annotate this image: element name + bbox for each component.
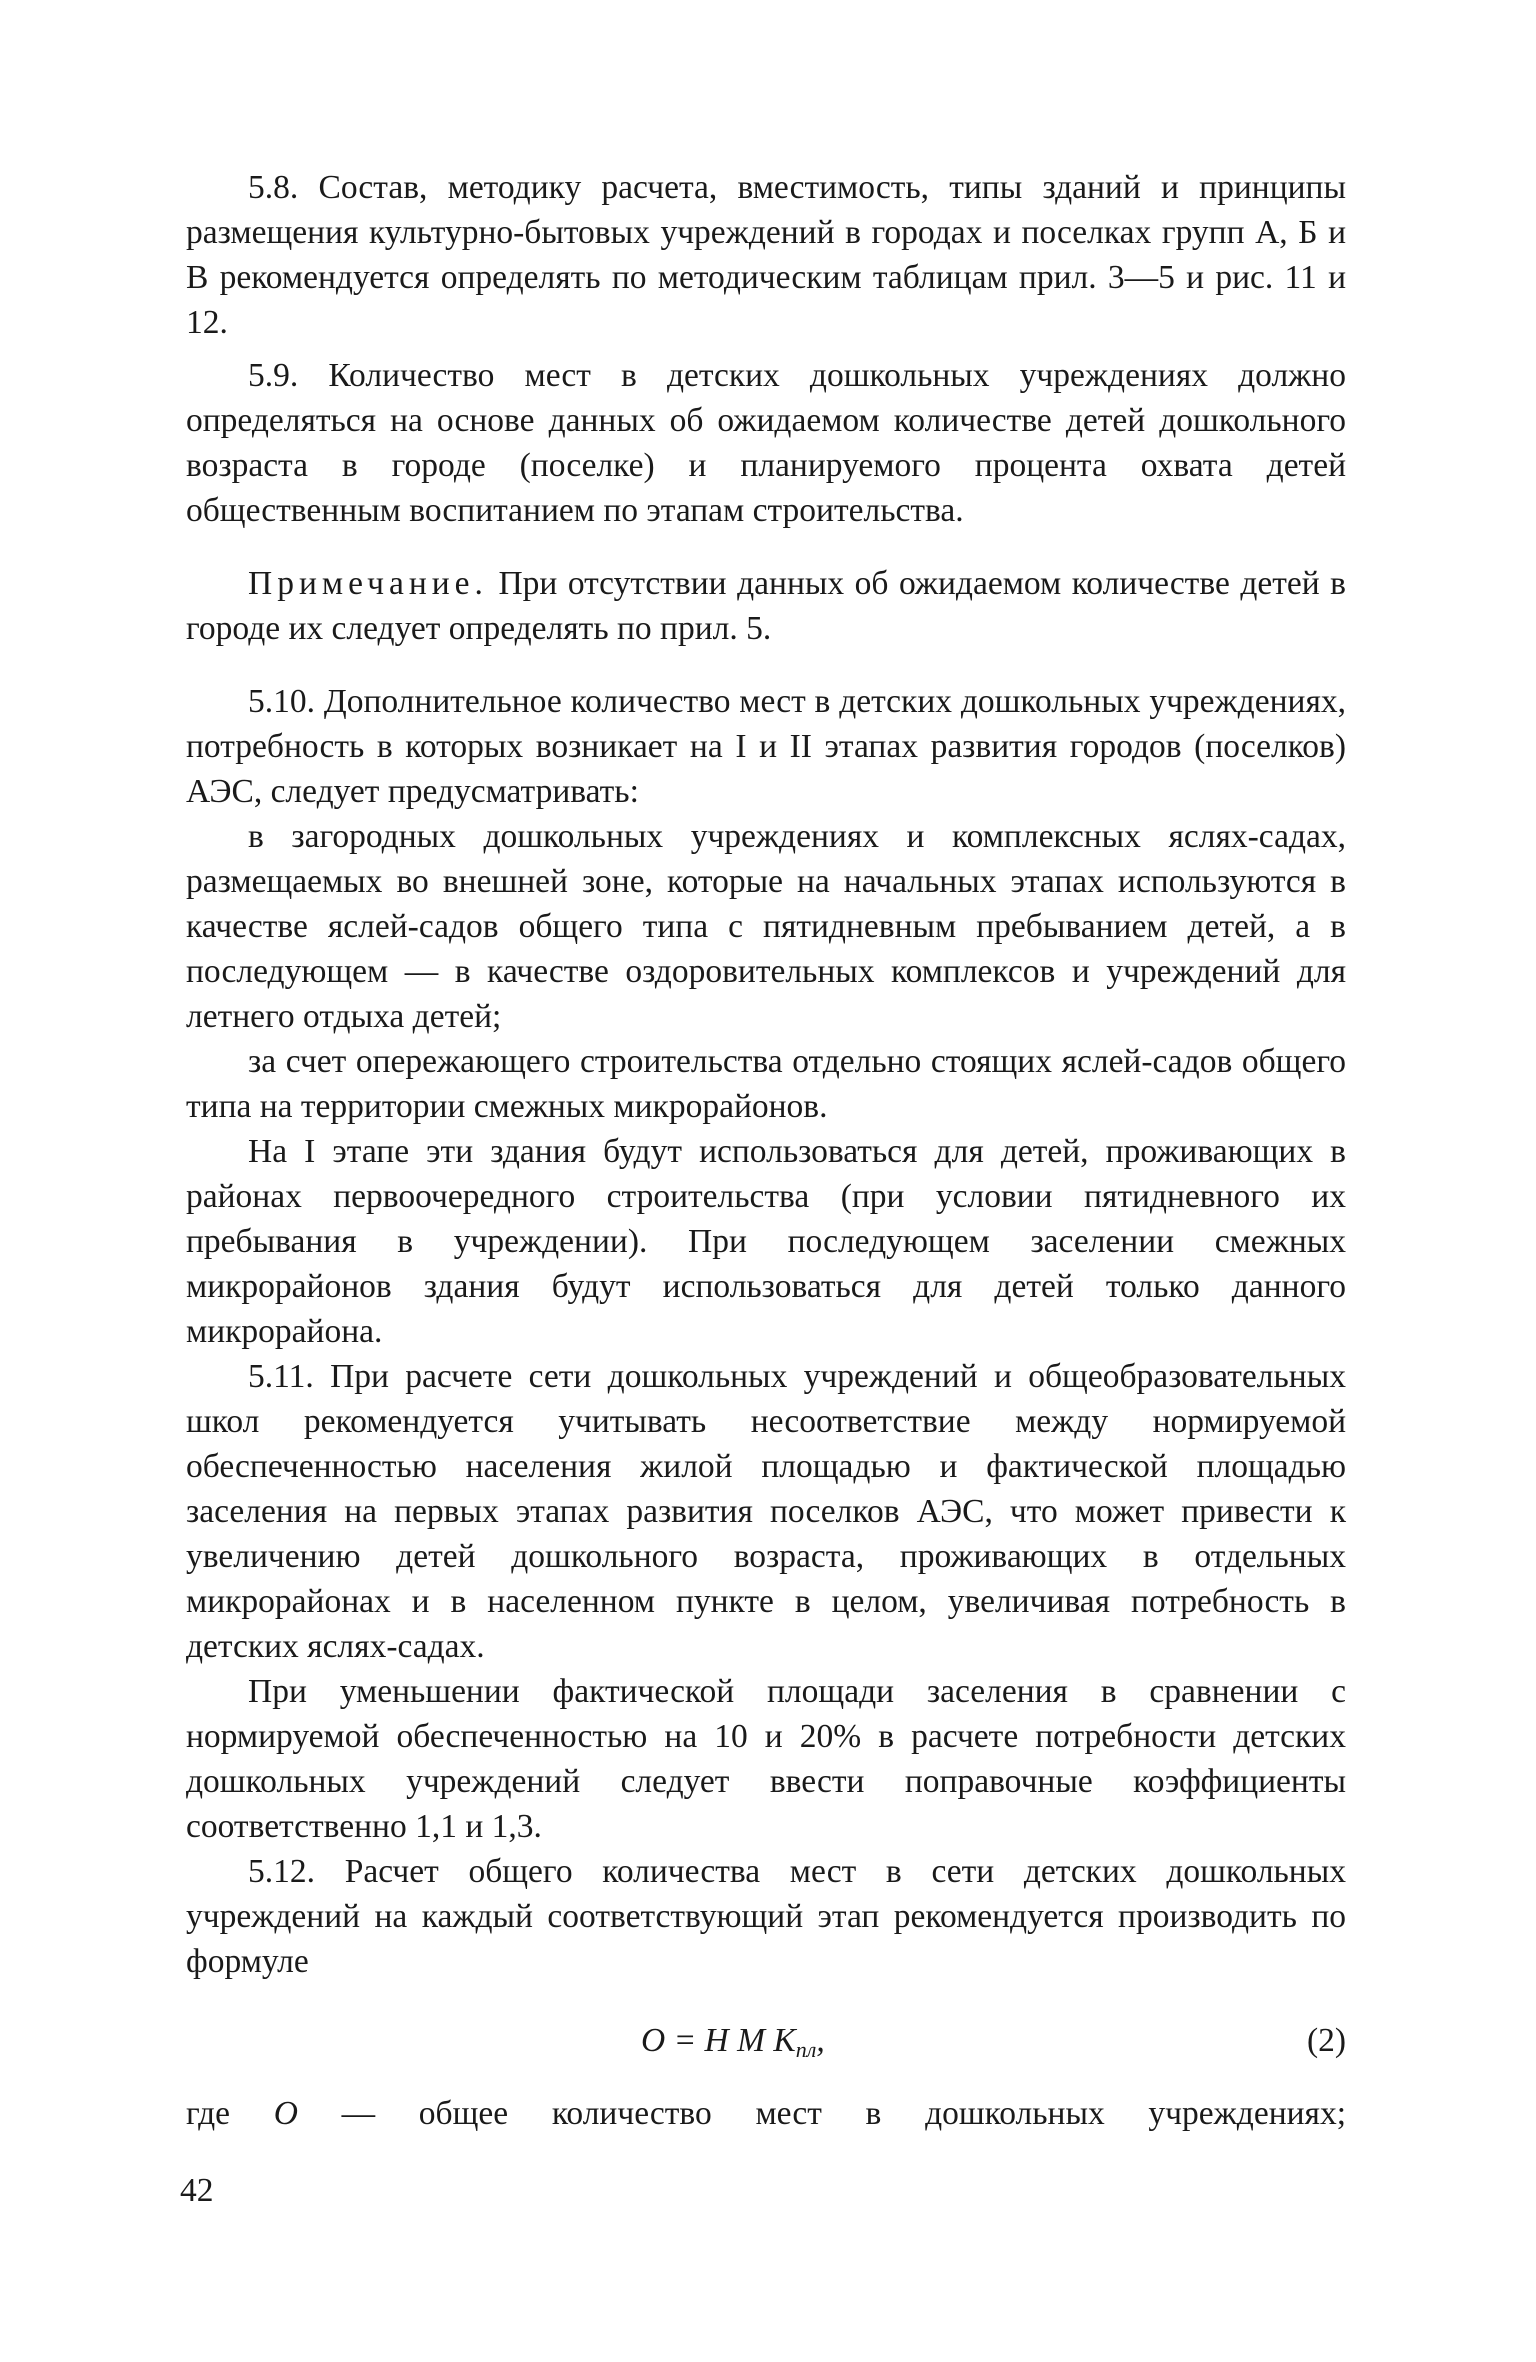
paragraph-5-11-b: При уменьшении фактической площади заселения в сравнении с нормируемой обеспеченностью на 10 и 20% в расчете потребности детских дошкольных учреждений следует ввести поправочные коэффициенты соответственно 1,1 и 1,3. [186, 1673, 1346, 1845]
note-paragraph [186, 561, 1346, 651]
where-text: — общее количество мест в дошкольных учреждениях; [341, 2095, 1347, 2132]
paragraph-5-10-b: за счет опережающего строительства отдельно стоящих яслей-садов общего типа на территории смежных микрорайонов. [186, 1043, 1346, 1125]
formula-number: (2) [1306, 2022, 1346, 2059]
formula-2 [186, 2018, 1346, 2063]
where-prefix: где [186, 2095, 230, 2132]
paragraph-5-11: 5.11. При расчете сети дошкольных учреждений и общеобразовательных школ рекомендуется учитывать несоответствие между нормируемой обеспеченностью населения жилой площадью и фактической площадью заселения на первых этапах развития поселков АЭС, что может привести к увеличению детей дошкольного возраста, проживающих в отдельных микрорайонах и в населенном пункте в целом, увеличивая потребность в детских яслях-садах. [186, 1358, 1346, 1665]
note-label: Примечание. [248, 565, 488, 602]
paragraph-5-10-c: На I этапе эти здания будут использоваться для детей, проживающих в районах первоочередного строительства (при условии пятидневного их пребывания в учреждении). При последующем заселении смежных микрорайонов здания будут использоваться для детей только данного микрорайона. [186, 1133, 1346, 1350]
formula-expression: O = H M $K_{пл}$, [641, 2022, 825, 2062]
note-text: При отсутствии данных об ожидаемом количестве детей в городе их следует определять по прил. 5. [186, 565, 1347, 647]
where-symbol: O [273, 2095, 298, 2132]
formula-subscript: пл [795, 2037, 817, 2062]
page-number: 42 [180, 2172, 214, 2209]
paragraph-5-10: 5.10. Дополнительное количество мест в детских дошкольных учреждениях, потребность в которых возникает на I и II этапах развития городов (поселков) АЭС, следует предусматривать: [186, 683, 1346, 810]
paragraph-5-10-a: в загородных дошкольных учреждениях и комплексных яслях-садах, размещаемых во внешней зоне, которые на начальных этапах используются в качестве яслей-садов общего типа с пятидневным пребыванием детей, а в последующем — в качестве оздоровительных комплексов и учреждений для летнего отдыха детей; [186, 818, 1346, 1035]
paragraph-5-12: 5.12. Расчет общего количества мест в сети детских дошкольных учреждений на каждый соответствующий этап рекомендуется производить по формуле [186, 1853, 1346, 1980]
where-line [186, 2091, 1346, 2136]
paragraph-5-8: 5.8. Состав, методику расчета, вместимость, типы зданий и принципы размещения культурно-бытовых учреждений в городах и поселках групп А, Б и В рекомендуется определять по методическим таблицам прил. 3—5 и рис. 11 и 12. [186, 169, 1346, 341]
paragraph-5-9: 5.9. Количество мест в детских дошкольных учреждениях должно определяться на основе данных об ожидаемом количестве детей дошкольного возраста в городе (поселке) и планируемого процента охвата детей общественным воспитанием по этапам строительства. [186, 357, 1346, 529]
page-body [186, 165, 1346, 2136]
